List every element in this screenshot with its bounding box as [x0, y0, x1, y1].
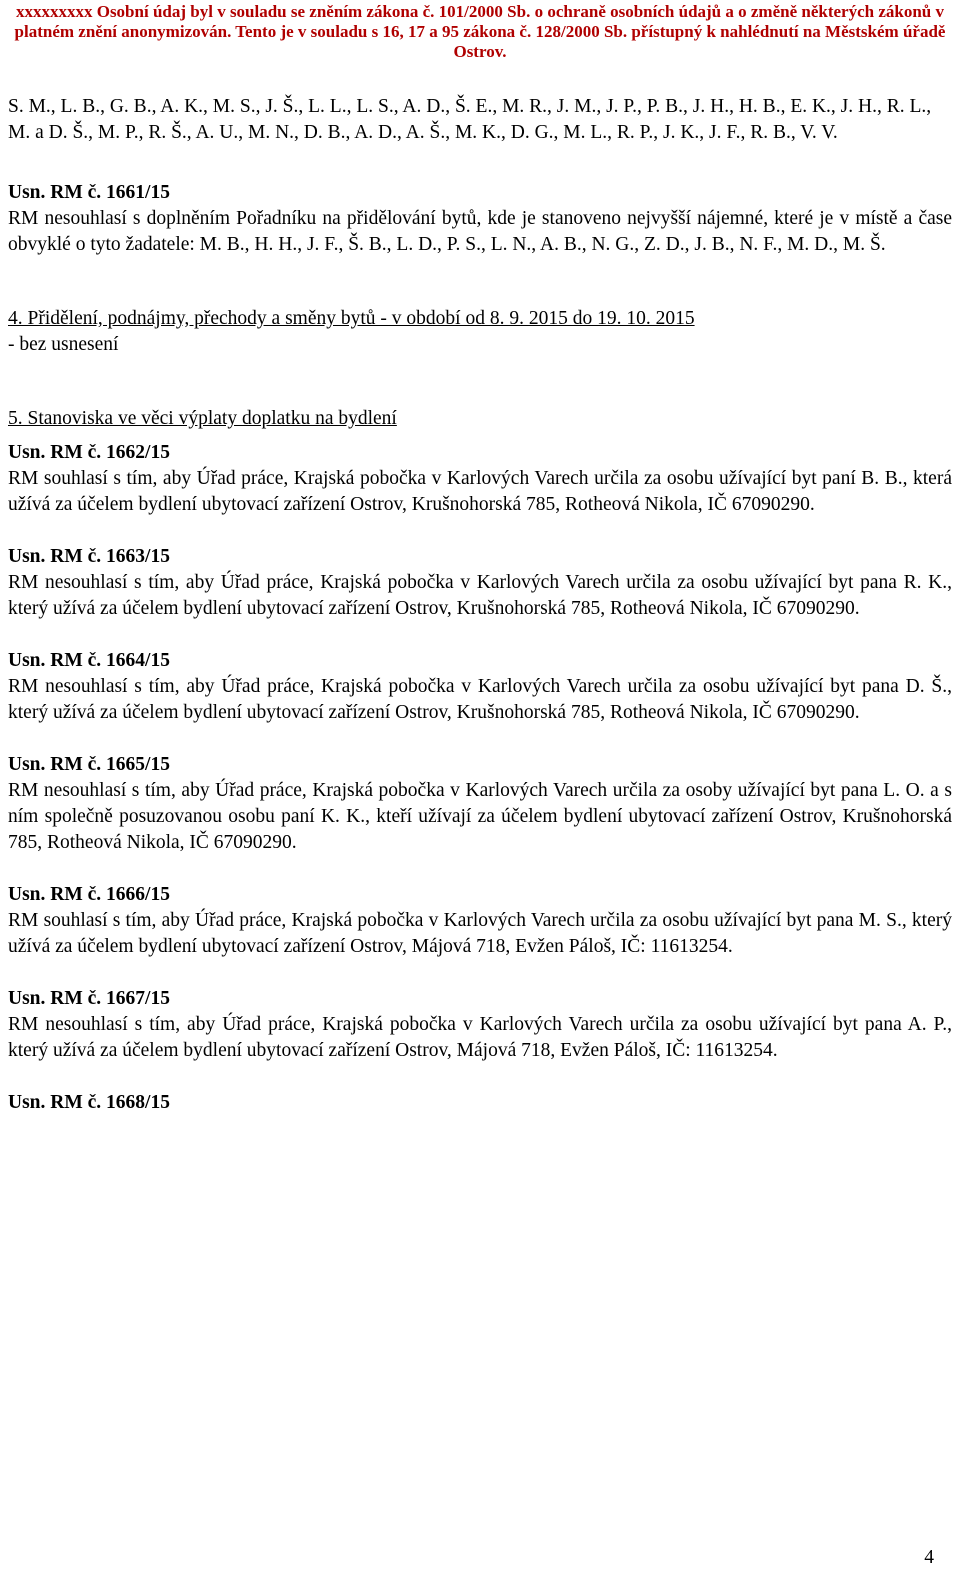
names-block: S. M., L. B., G. B., A. K., M. S., J. Š., L. L., L. S., A. D., Š. E., M. R., J. M., J. P., P. B., J. H., H. B., E. K., J. H., R. L., M. a D. Š., M. P., R. Š., A. U., M. N., D. B., A. D., A. Š., M. K., D. G., M. L., R. P., J. K., J. F., R. B., V. V. [8, 96, 932, 143]
resolution-label: Usn. RM č. 1667/15 [8, 988, 170, 1009]
resolution-1662 [8, 440, 952, 518]
resolution-text: RM nesouhlasí s doplněním Pořadníku na přidělování bytů, kde je stanoveno nejvyšší nájemné, které je v místě a čase obvyklé o tyto žadatele: M. B., H. H., J. F., Š. B., L. D., P. S., L. N., A. B., N. G., Z. D., J. B., N. F., M. D., M. Š. [8, 208, 952, 255]
resolution-label: Usn. RM č. 1661/15 [8, 182, 170, 203]
section-heading: 5. Stanoviska ve věci výplaty doplatku na bydlení [8, 408, 397, 429]
resolution-1661 [8, 180, 952, 258]
resolution-label: Usn. RM č. 1668/15 [8, 1092, 170, 1113]
resolution-text: RM nesouhlasí s tím, aby Úřad práce, Krajská pobočka v Karlových Varech určila za osobu užívající byt pana A. P., který užívá za účelem bydlení ubytovací zařízení Ostrov, Májová 718, Evžen Páloš, IČ: 11613254. [8, 1014, 952, 1061]
page-number: 4 [924, 1547, 934, 1568]
section-note: - bez usnesení [8, 334, 119, 355]
resolution-text: RM souhlasí s tím, aby Úřad práce, Krajská pobočka v Karlových Varech určila za osobu užívající byt pana M. S., který užívá za účelem bydlení ubytovací zařízení Ostrov, Májová 718, Evžen Páloš, IČ: 11613254. [8, 910, 952, 957]
resolution-text: RM nesouhlasí s tím, aby Úřad práce, Krajská pobočka v Karlových Varech určila za osobu užívající byt pana R. K., který užívá za účelem bydlení ubytovací zařízení Ostrov, Krušnohorská 785, Rotheová Nikola, IČ 67090290. [8, 572, 952, 619]
resolution-text: RM nesouhlasí s tím, aby Úřad práce, Krajská pobočka v Karlových Varech určila za osoby užívající byt pana L. O. a s ním společně posuzovanou osobu paní K. K., kteří užívají za účelem bydlení ubytovací zařízení Ostrov, Krušnohorská 785, Rotheová Nikola, IČ 67090290. [8, 780, 952, 853]
resolution-1664 [8, 648, 952, 726]
resolution-label: Usn. RM č. 1666/15 [8, 884, 170, 905]
resolution-1666 [8, 882, 952, 960]
resolution-label: Usn. RM č. 1662/15 [8, 442, 170, 463]
resolution-label: Usn. RM č. 1664/15 [8, 650, 170, 671]
section-heading: 4. Přidělení, podnájmy, přechody a směny bytů - v období od 8. 9. 2015 do 19. 10. 2015 [8, 308, 695, 329]
resolution-1667 [8, 986, 952, 1064]
resolution-1668 [8, 1090, 952, 1116]
resolution-text: RM nesouhlasí s tím, aby Úřad práce, Krajská pobočka v Karlových Varech určila za osobu užívající byt pana D. Š., který užívá za účelem bydlení ubytovací zařízení Ostrov, Krušnohorská 785, Rotheová Nikola, IČ 67090290. [8, 676, 952, 723]
resolution-text: RM souhlasí s tím, aby Úřad práce, Krajská pobočka v Karlových Varech určila za osobu užívající byt paní B. B., která užívá za účelem bydlení ubytovací zařízení Ostrov, Krušnohorská 785, Rotheová Nikola, IČ 67090290. [8, 468, 952, 515]
document-page [8, 0, 952, 1585]
section-5 [8, 406, 952, 432]
anonymization-notice: xxxxxxxxx Osobní údaj byl v souladu se zněním zákona č. 101/2000 Sb. o ochraně osobních údajů a o změně některých zákonů v platném znění anonymizován. Tento je v souladu s 16, 17 a 95 zákona č. 128/2000 Sb. přístupný k nahlédnutí na Městském úřadě Ostrov. [14, 2, 946, 61]
section-4 [8, 306, 952, 358]
resolution-1665 [8, 752, 952, 856]
resolution-label: Usn. RM č. 1663/15 [8, 546, 170, 567]
resolution-label: Usn. RM č. 1665/15 [8, 754, 170, 775]
resolution-1663 [8, 544, 952, 622]
